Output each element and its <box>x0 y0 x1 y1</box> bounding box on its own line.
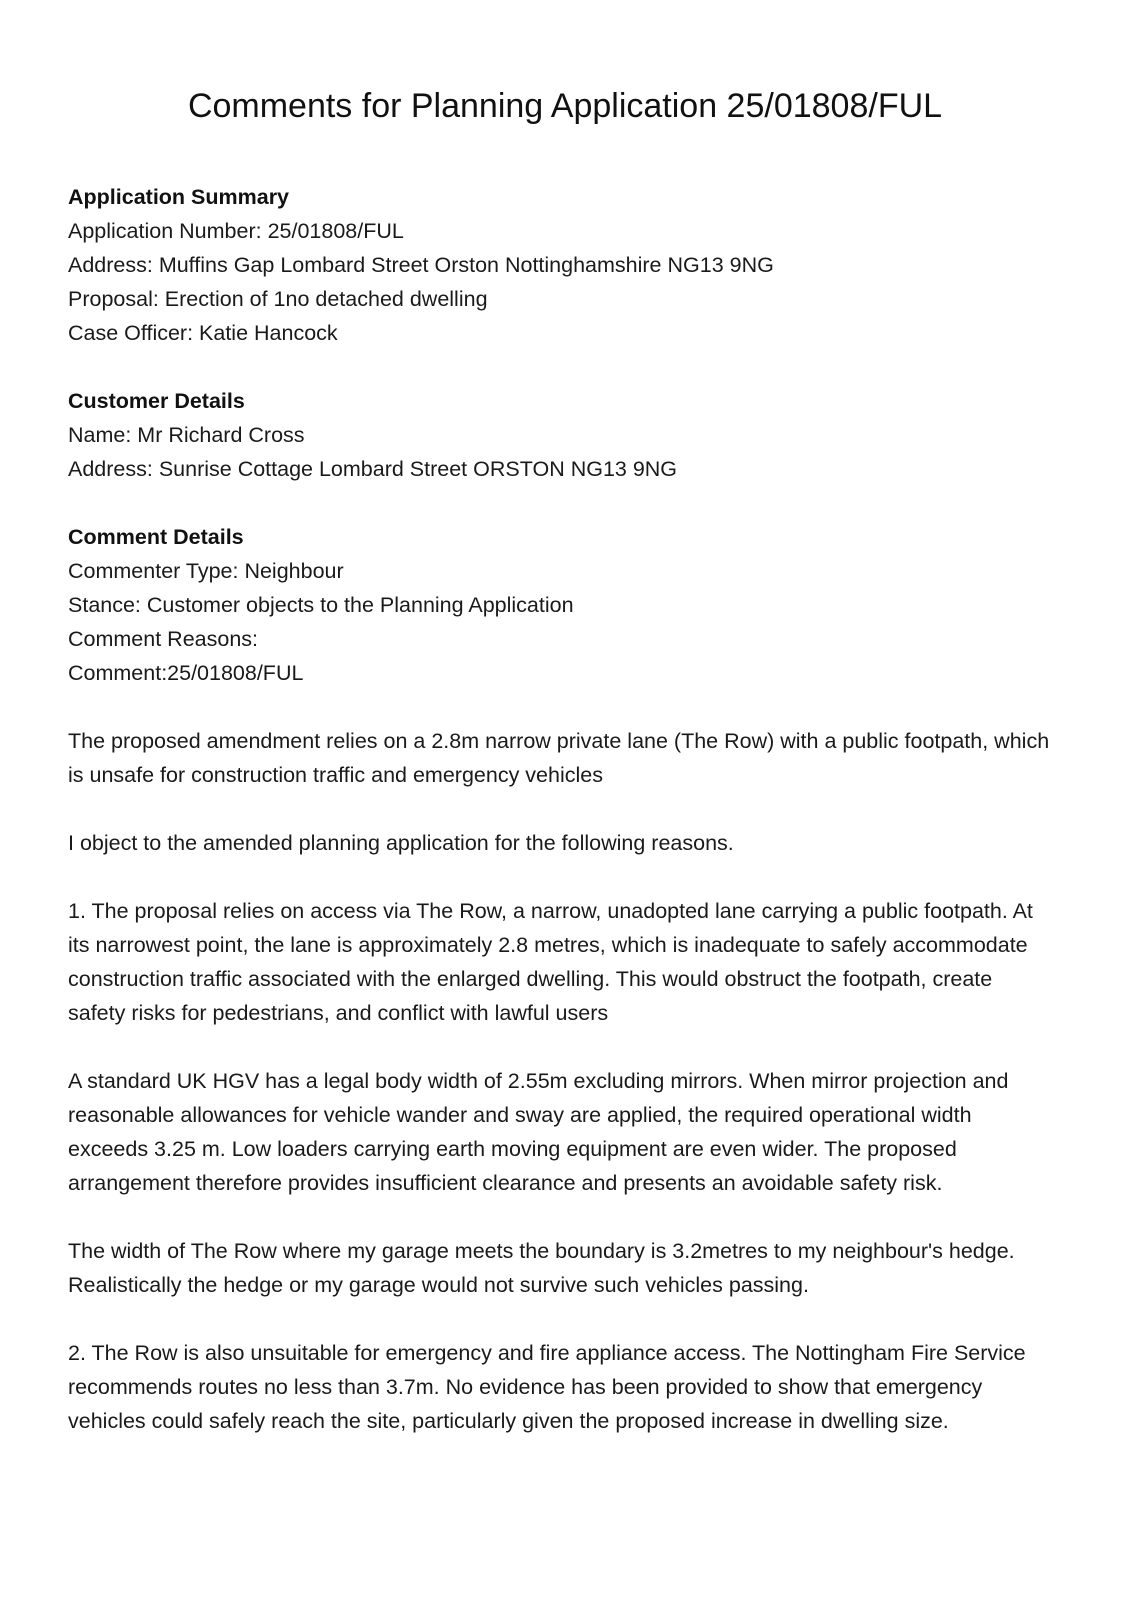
customer-details-section <box>68 384 1068 486</box>
comment-paragraph: 1. The proposal relies on access via The Row, a narrow, unadopted lane carrying a public footpath. At its narrowest point, the lane is approximately 2.8 metres, which is inadequate to safely accommodate construction traffic associated with the enlarged dwelling. This would obstruct the footpath, create safety risks for pedestrians, and conflict with lawful users <box>68 899 1033 1025</box>
application-proposal: Proposal: Erection of 1no detached dwelling <box>68 287 488 311</box>
comment-reasons: Comment Reasons: <box>68 627 258 651</box>
customer-address: Address: Sunrise Cottage Lombard Street ORSTON NG13 9NG <box>68 457 678 481</box>
application-summary-section <box>68 180 1068 350</box>
comment-paragraph: The proposed amendment relies on a 2.8m narrow private lane (The Row) with a public footpath, which is unsafe for construction traffic and emergency vehicles <box>68 729 1050 787</box>
document-body <box>68 180 1068 1472</box>
application-summary-heading: Application Summary <box>68 185 290 209</box>
comment-paragraph: A standard UK HGV has a legal body width of 2.55m excluding mirrors. When mirror projection and reasonable allowances for vehicle wander and sway are applied, the required operational width exceeds 3.25 m. Low loaders carrying earth moving equipment are even wider. The proposed arrangement therefore provides insufficient clearance and presents an avoidable safety risk. <box>68 1069 1009 1195</box>
stance: Stance: Customer objects to the Planning Application <box>68 593 574 617</box>
customer-details-heading: Customer Details <box>68 389 245 413</box>
case-officer: Case Officer: Katie Hancock <box>68 321 338 345</box>
commenter-type: Commenter Type: Neighbour <box>68 559 344 583</box>
application-address: Address: Muffins Gap Lombard Street Orston Nottinghamshire NG13 9NG <box>68 253 774 277</box>
comment-paragraph: The width of The Row where my garage meets the boundary is 3.2metres to my neighbour's hedge. Realistically the hedge or my garage would not survive such vehicles passing. <box>68 1239 1015 1297</box>
comment-details-heading: Comment Details <box>68 525 244 549</box>
comment-paragraph: 2. The Row is also unsuitable for emergency and fire appliance access. The Nottingham Fire Service recommends routes no less than 3.7m. No evidence has been provided to show that emergency vehicles could safely reach the site, particularly given the proposed increase in dwelling size. <box>68 1341 1026 1433</box>
comment-body <box>68 724 1068 1438</box>
comment-reference: Comment:25/01808/FUL <box>68 661 304 685</box>
customer-name: Name: Mr Richard Cross <box>68 423 305 447</box>
comment-paragraph: I object to the amended planning application for the following reasons. <box>68 831 734 855</box>
application-number: Application Number: 25/01808/FUL <box>68 219 404 243</box>
page-title: Comments for Planning Application 25/01808/FUL <box>187 87 943 125</box>
comment-details-section <box>68 520 1068 690</box>
